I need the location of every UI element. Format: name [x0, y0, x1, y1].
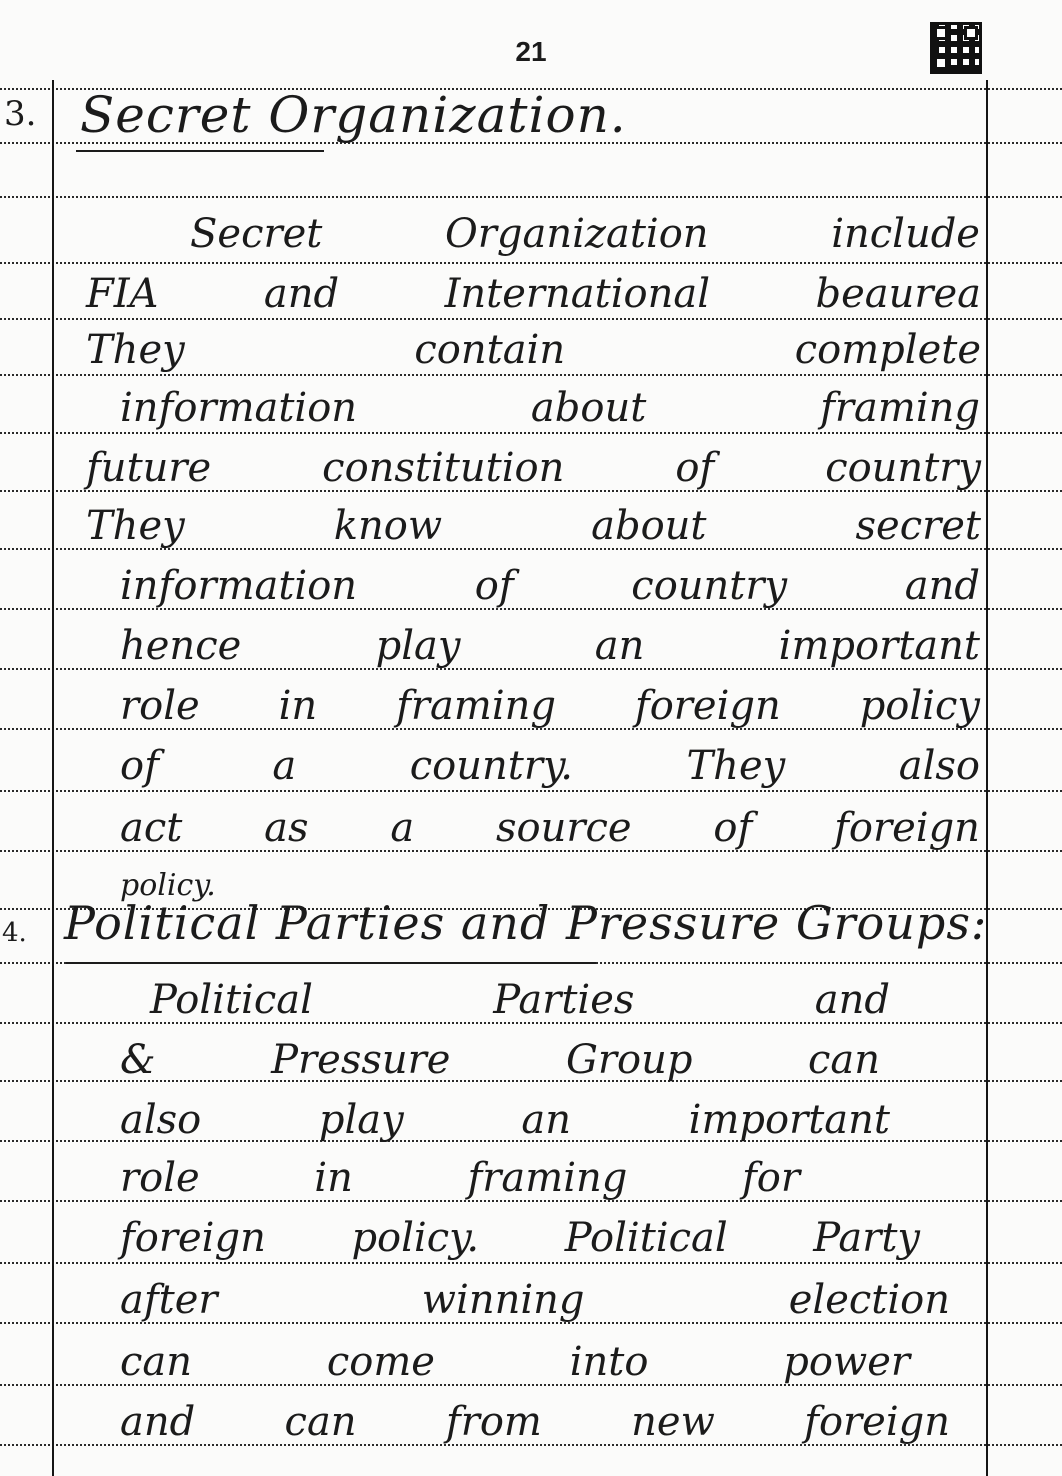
word: contain — [414, 327, 566, 373]
word: and — [904, 563, 980, 609]
word: Parties — [493, 977, 635, 1023]
text-line — [150, 972, 890, 1028]
text-line — [120, 1210, 920, 1266]
text-line — [120, 1334, 910, 1390]
word: policy — [859, 683, 980, 729]
word: play — [375, 623, 461, 669]
page-number: 21 — [515, 36, 547, 67]
word: information — [120, 385, 358, 431]
word: hence — [120, 623, 242, 669]
word: power — [783, 1339, 910, 1385]
text-line — [120, 618, 980, 674]
word: include — [831, 211, 980, 257]
word: about — [591, 503, 707, 549]
word: role — [120, 1155, 200, 1201]
word: Pressure — [271, 1037, 451, 1083]
word: Political — [150, 977, 313, 1023]
word: policy. — [351, 1215, 480, 1261]
word: complete — [794, 327, 981, 373]
word: an — [521, 1097, 572, 1143]
word: foreign — [634, 683, 781, 729]
text-line — [120, 1092, 890, 1148]
ruled-line — [0, 262, 1062, 264]
text-line — [120, 738, 980, 794]
word: know — [333, 503, 443, 549]
word: and — [814, 977, 890, 1023]
word: after — [120, 1277, 218, 1323]
text-line — [86, 440, 981, 496]
word: of — [120, 743, 159, 789]
word: important — [688, 1097, 890, 1143]
word: of — [474, 563, 514, 609]
word: They — [686, 743, 786, 789]
text-line — [120, 678, 980, 734]
word: new — [631, 1399, 715, 1445]
word: Group — [565, 1037, 693, 1083]
word: foreign — [120, 1215, 266, 1261]
word: winning — [421, 1277, 585, 1323]
word: role — [120, 683, 200, 729]
word: information — [120, 563, 358, 609]
word: framing — [396, 683, 556, 729]
text-line — [120, 1032, 880, 1088]
section-number: 4. — [2, 918, 27, 948]
word: play — [318, 1097, 404, 1143]
section-number: 3. — [4, 94, 37, 134]
text-line — [120, 800, 980, 856]
text-line — [120, 1272, 950, 1328]
word: future — [86, 445, 212, 491]
word: They — [86, 503, 185, 549]
word: in — [314, 1155, 353, 1201]
word: an — [594, 623, 645, 669]
text-line — [190, 206, 980, 262]
word: source — [496, 805, 632, 851]
word: into — [569, 1339, 649, 1385]
text-line — [86, 266, 981, 322]
section-heading: Secret Organization. — [80, 86, 627, 144]
heading-underline — [66, 962, 596, 964]
word: International — [444, 271, 710, 317]
left-margin-line — [52, 80, 54, 1476]
word: a — [272, 743, 297, 789]
section-heading: Political Parties and Pressure Groups: — [64, 896, 988, 950]
word: Party — [813, 1215, 920, 1261]
word: of — [675, 445, 715, 491]
word: foreign — [804, 1399, 950, 1445]
word: policy. — [120, 868, 216, 903]
word: framing — [820, 385, 980, 431]
text-line — [120, 1150, 800, 1206]
word: from — [445, 1399, 542, 1445]
word: about — [530, 385, 647, 431]
word: country — [631, 563, 788, 609]
text-line — [120, 380, 980, 436]
word: FIA — [86, 271, 159, 317]
word: Political — [564, 1215, 728, 1261]
word: and — [120, 1399, 196, 1445]
word: also — [898, 743, 980, 789]
word: come — [326, 1339, 435, 1385]
word: foreign — [834, 805, 980, 851]
heading-underline — [76, 150, 324, 152]
word: & — [120, 1037, 156, 1083]
word: can — [120, 1339, 193, 1385]
text-line — [120, 558, 980, 614]
word: constitution — [322, 445, 565, 491]
word: beaurea — [815, 271, 981, 317]
text-line — [86, 498, 981, 554]
word: framing — [467, 1155, 628, 1201]
word: as — [264, 805, 309, 851]
word: and — [263, 271, 340, 317]
word: a — [390, 805, 415, 851]
word: Organization — [444, 211, 709, 257]
word: They — [86, 327, 185, 373]
word: for — [741, 1155, 800, 1201]
text-line — [120, 1394, 950, 1450]
word: can — [284, 1399, 357, 1445]
right-margin-line — [986, 80, 988, 1476]
word: of — [713, 805, 753, 851]
text-line — [86, 322, 981, 378]
word: also — [120, 1097, 202, 1143]
word: country. — [409, 743, 573, 789]
word: can — [807, 1037, 880, 1083]
qr-code-icon — [930, 22, 982, 74]
word: country — [825, 445, 981, 491]
word: Secret — [190, 211, 323, 257]
word: in — [278, 683, 318, 729]
word: act — [120, 805, 183, 851]
word: election — [788, 1277, 950, 1323]
ruled-line — [0, 196, 1062, 198]
word: important — [778, 623, 980, 669]
word: secret — [855, 503, 981, 549]
